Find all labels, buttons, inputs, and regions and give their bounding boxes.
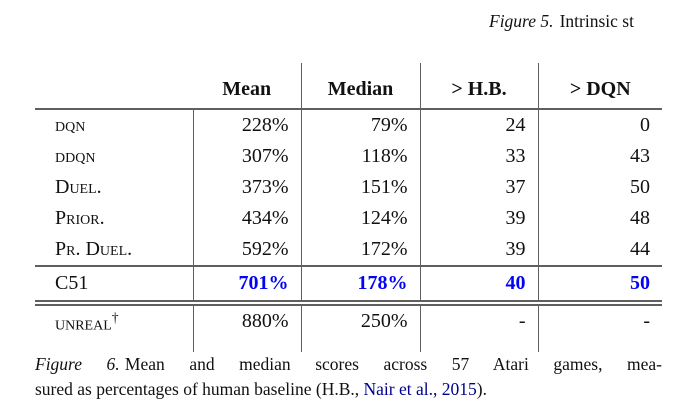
row-label: unreal† <box>55 310 119 335</box>
figure5-partial-caption <box>489 11 634 32</box>
table-row-c51 <box>35 266 662 303</box>
caption-line2 <box>35 377 662 402</box>
col-header-median: Median <box>301 63 420 109</box>
mean-value: 701% <box>193 266 301 303</box>
col-header-mean: Mean <box>193 63 301 109</box>
figure6-caption <box>35 352 662 402</box>
table-row-pr-duel <box>35 234 662 266</box>
gt-dqn-value: 50 <box>538 266 662 303</box>
gt-hb-value: 37 <box>420 172 538 203</box>
gt-dqn-value: 43 <box>538 141 662 172</box>
row-label: C51 <box>35 266 193 303</box>
col-header-gt-dqn: > DQN <box>538 63 662 109</box>
gt-dqn-value: 0 <box>538 109 662 141</box>
median-value: 124% <box>301 203 420 234</box>
median-value: 79% <box>301 109 420 141</box>
median-value: 172% <box>301 234 420 266</box>
caption-line2-end: ). <box>476 379 487 399</box>
col-header-empty <box>35 63 193 109</box>
mean-value: 373% <box>193 172 301 203</box>
gt-dqn-value: 44 <box>538 234 662 266</box>
gt-hb-value: 40 <box>420 266 538 303</box>
gt-hb-value: 24 <box>420 109 538 141</box>
caption-line2-text: sured as percentages of human baseline (H.B., <box>35 379 364 399</box>
figure6-label: Figure 6. <box>35 354 120 374</box>
dagger-marker: † <box>111 310 119 325</box>
gt-dqn-value: 50 <box>538 172 662 203</box>
table-row-dqn <box>35 109 662 141</box>
median-value: 178% <box>301 266 420 303</box>
median-value: 151% <box>301 172 420 203</box>
row-label: Prior. <box>55 207 105 229</box>
results-table <box>35 63 662 352</box>
table-row-prior <box>35 203 662 234</box>
mean-value: 228% <box>193 109 301 141</box>
row-label: Duel. <box>55 176 102 198</box>
mean-value: 307% <box>193 141 301 172</box>
gt-dqn-value: 48 <box>538 203 662 234</box>
gt-hb-value: 39 <box>420 234 538 266</box>
table-row-unreal <box>35 303 662 352</box>
mean-value: 434% <box>193 203 301 234</box>
figure5-label: Figure 5. <box>489 11 554 31</box>
citation-link[interactable]: Nair et al., 2015 <box>363 379 477 399</box>
gt-hb-value: - <box>420 303 538 352</box>
median-value: 250% <box>301 303 420 352</box>
mean-value: 592% <box>193 234 301 266</box>
table-row-duel <box>35 172 662 203</box>
gt-hb-value: 33 <box>420 141 538 172</box>
median-value: 118% <box>301 141 420 172</box>
header-row <box>35 63 662 109</box>
gt-hb-value: 39 <box>420 203 538 234</box>
figure5-text: Intrinsic st <box>559 11 634 31</box>
caption-line1-text: Mean and median scores across 57 Atari games, mea- <box>124 354 663 374</box>
table-row-ddqn <box>35 141 662 172</box>
mean-value: 880% <box>193 303 301 352</box>
col-header-gt-hb: > H.B. <box>420 63 538 109</box>
row-label: ddqn <box>55 145 96 167</box>
gt-dqn-value: - <box>538 303 662 352</box>
row-label: dqn <box>55 114 86 136</box>
row-label: Pr. Duel. <box>55 238 133 260</box>
caption-line1 <box>35 352 662 377</box>
